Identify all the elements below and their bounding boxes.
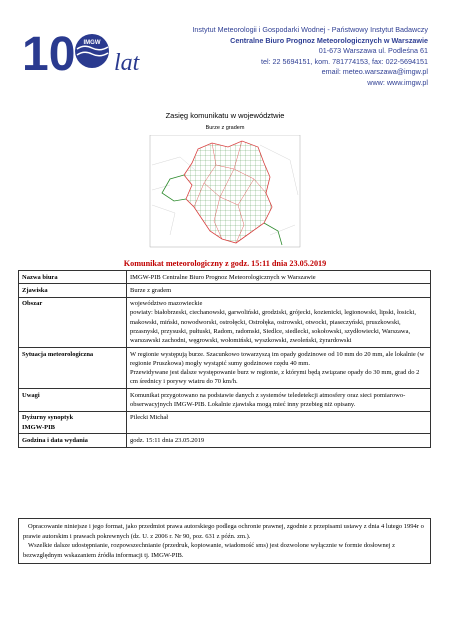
institute-name: Instytut Meteorologii i Gospodarki Wodnej - Państwowy Instytut Badawczy [192, 25, 428, 34]
row-label-issued: Godzina i data wydania [19, 434, 127, 447]
logo-lat-text: lat [114, 50, 140, 76]
copyright-notice [18, 518, 431, 564]
report-title: Komunikat meteorologiczny z godz. 15:11 dnia 23.05.2019 [123, 259, 327, 268]
institute-header [148, 25, 428, 88]
table-row [19, 434, 431, 447]
website: www: www.imgw.pl [367, 77, 428, 87]
row-value-notes: Komunikat przygotowano na podstawie danych z systemów teledetekcji atmosfery oraz sieci pomiarowo-obserwacyjnych IMGW-PIB. Lokalnie zjawiska mogą mieć inny przebieg niż opisany. [127, 389, 431, 412]
table-row [19, 389, 431, 412]
table-row [19, 271, 431, 284]
row-label-notes: Uwagi [19, 389, 127, 412]
row-label-forecaster: Dyżurny synoptyk IMGW-PIB [19, 411, 127, 434]
row-value-situation: W regionie występują burze. Szacunkowo towarzyszą im opady godzinowe od 10 mm do 20 mm, ale lokalnie (w regionie Pruszkowa) mogły wystąpić sumy godzinowe rzędu 40 mm. Przewidywane jest dalsze występowanie burz w regionie, z którymi będą związane opady do 30 mm, grad do 2 cm średnicy i porywy wiatru do 70 km/h. [127, 348, 431, 389]
table-row [19, 411, 431, 434]
logo-mark: IMGW [83, 40, 101, 46]
row-value-office: IMGW-PIB Centralne Biuro Prognoz Meteorologicznych w Warszawie [127, 271, 431, 284]
address: 01-673 Warszawa ul. Podleśna 61 [318, 46, 428, 55]
row-label-area: Obszar [19, 297, 127, 347]
phone: tel: 22 5694151, kom. 781774153, fax: 022-5694151 [260, 56, 428, 66]
table-row [19, 284, 431, 297]
row-value-area: województwo mazowieckie powiaty: białobrzeski, ciechanowski, garwoliński, grodziski, grójecki, kozienicki, legionowski, lipski, łosicki, makowski, miński, nowodworski, ostrołęcki, Ostrołęka, ostrowski, otwocki, piaseczyński, pruszkowski, przasnyski, przysuski, pułtuski, Radom, radomski, Siedlce, siedlecki, sokołowski, szydłowiecki, Warszawa, warszawski zachodni, węgrowski, wołomiński, wyszkowski, zwoleński, żyrardowski [127, 297, 431, 347]
logo-number: 10 [22, 28, 76, 80]
copyright-paragraph-1: Opracowanie niniejsze i jego format, jako przedmiot prawa autorskiego podlega ochronie prawnej, zgodnie z przepisami ustawy z dnia 4 lutego 1994r o prawie autorskim i prawach pokrewnych (dz. U. z 2006 r. Nr 90, poz. 631 z późn. zm.). [23, 523, 424, 540]
map-title: Zasięg komunikatu w województwie [165, 111, 285, 120]
row-label-phenomena: Zjawiska [19, 284, 127, 297]
email: email: meteo.warszawa@imgw.pl [321, 67, 428, 76]
warning-map [140, 125, 310, 255]
row-label-office: Nazwa biura [19, 271, 127, 284]
row-value-phenomena: Burze z gradem [127, 284, 431, 297]
row-value-issued: godz. 15:11 dnia 23.05.2019 [127, 434, 431, 447]
copyright-paragraph-2: Wszelkie dalsze udostępnianie, rozpowszechnianie (przedruk, kopiowanie, wiadomość sms) jest dozwolone wyłącznie w formie dosłownej z bezwzględnym wskazaniem źródła informacji tj. IMGW-PIB. [23, 542, 395, 559]
table-row [19, 348, 431, 389]
imgw-10-lat-logo [22, 24, 152, 80]
row-value-forecaster: Pilecki Michał [127, 411, 431, 434]
row-label-situation: Sytuacja meteorologiczna [19, 348, 127, 389]
office-name: Centralne Biuro Prognoz Meteorologicznych w Warszawie [230, 35, 428, 45]
report-table [18, 270, 431, 448]
map-subtitle: Burze z gradem [205, 125, 245, 131]
table-row [19, 297, 431, 347]
